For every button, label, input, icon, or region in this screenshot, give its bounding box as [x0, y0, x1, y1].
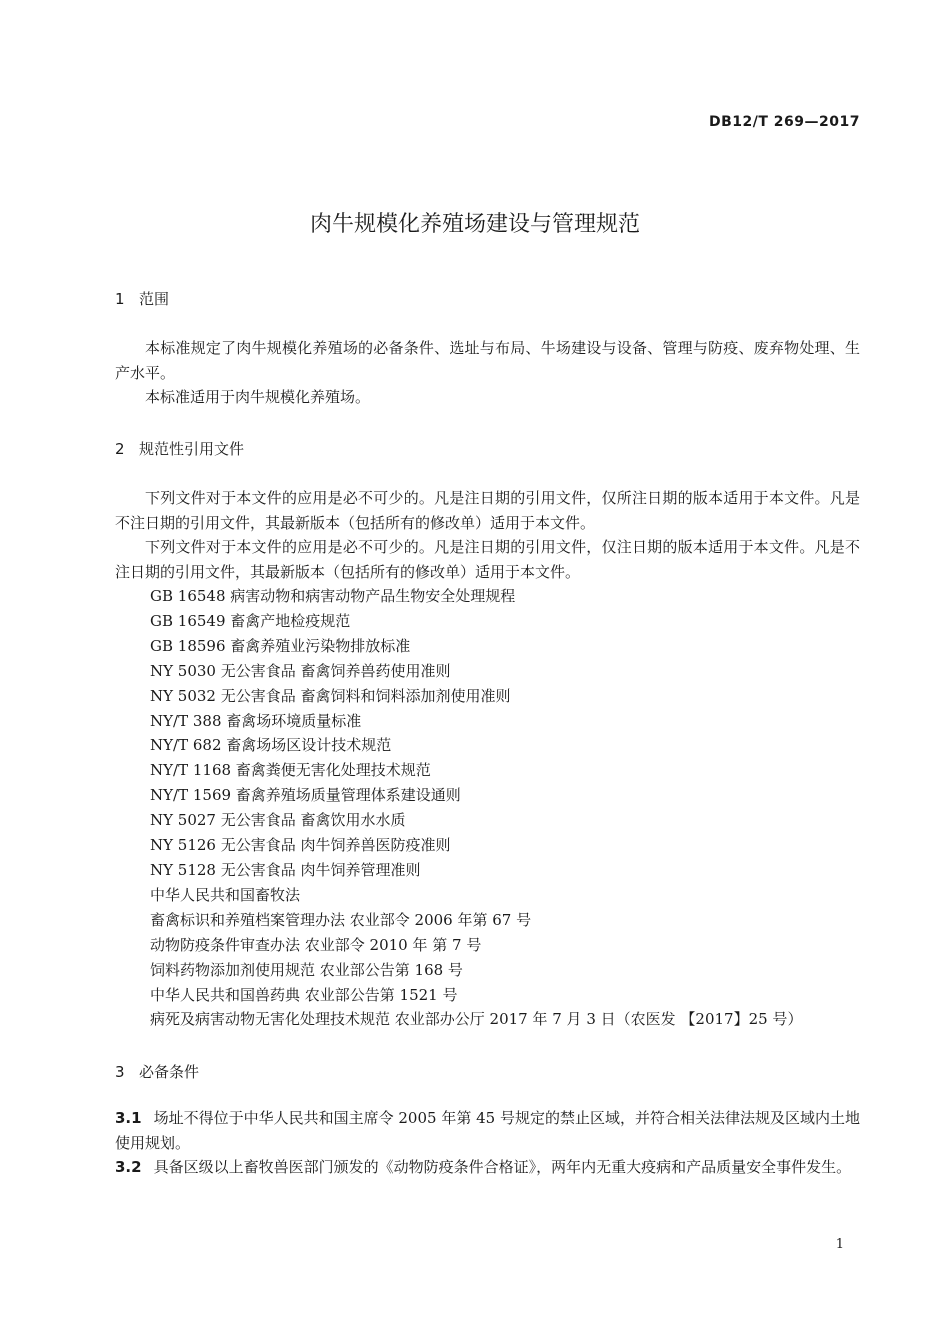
clause-3-1 [115, 1106, 860, 1155]
standard-code: DB12/T 269—2017 [709, 114, 860, 130]
section-title: 范围 [139, 290, 170, 308]
reference-item: GB 16549 畜禽产地检疫规范 [150, 611, 351, 630]
section-number: 3 [115, 1063, 125, 1081]
reference-item: NY/T 1168 畜禽粪便无害化处理技术规范 [150, 761, 431, 780]
reference-item: NY/T 388 畜禽场环境质量标准 [150, 711, 362, 730]
clause-number: 3.2 [115, 1158, 142, 1176]
section-1-paragraph-2: 本标准适用于肉牛规模化养殖场。 [145, 388, 371, 406]
reference-item: NY 5126 无公害食品 肉牛饲养兽医防疫准则 [150, 836, 451, 855]
section-3-heading [115, 1061, 199, 1082]
reference-item: 中华人民共和国兽药典 农业部公告第 1521 号 [150, 985, 458, 1004]
section-title: 必备条件 [139, 1063, 200, 1081]
section-number: 1 [115, 290, 125, 308]
page-number: 1 [835, 1237, 844, 1252]
section-1-paragraph-1: 本标准规定了肉牛规模化养殖场的必备条件、选址与布局、牛场建设与设备、管理与防疫、废弃物处理、生产水平。 [115, 339, 860, 382]
reference-item: NY 5128 无公害食品 肉牛饲养管理准则 [150, 860, 421, 879]
reference-item: GB 18596 畜禽养殖业污染物排放标准 [150, 636, 411, 655]
reference-list [150, 584, 870, 1032]
section-1-heading [115, 288, 169, 309]
reference-item: NY 5032 无公害食品 畜禽饲料和饲料添加剂使用准则 [150, 686, 511, 705]
reference-item: 饲料药物添加剂使用规范 农业部公告第 168 号 [150, 960, 463, 979]
reference-item: NY/T 1569 畜禽养殖场质量管理体系建设通则 [150, 786, 461, 805]
reference-item: 动物防疫条件审查办法 农业部令 2010 年 第 7 号 [150, 935, 482, 954]
document-title: 肉牛规模化养殖场建设与管理规范 [309, 212, 640, 237]
section-title: 规范性引用文件 [139, 440, 245, 458]
reference-item: GB 16548 病害动物和病害动物产品生物安全处理规程 [150, 587, 516, 605]
section-2-paragraph-1: 下列文件对于本文件的应用是必不可少的。凡是注日期的引用文件，仅所注日期的版本适用于本文件。凡是不注日期的引用文件，其最新版本（包括所有的修改单）适用于本文件。 [115, 489, 860, 532]
clause-number: 3.1 [115, 1109, 142, 1127]
clause-3-2 [115, 1155, 860, 1180]
section-2-paragraph-2: 下列文件对于本文件的应用是必不可少的。凡是注日期的引用文件，仅注日期的版本适用于本文件。凡是不注日期的引用文件，其最新版本（包括所有的修改单）适用于本文件。 [115, 538, 860, 581]
reference-item: 畜禽标识和养殖档案管理办法 农业部令 2006 年第 67 号 [150, 910, 532, 929]
reference-item: NY 5027 无公害食品 畜禽饮用水水质 [150, 811, 406, 830]
clause-text: 具备区级以上畜牧兽医部门颁发的《动物防疫条件合格证》，两年内无重大疫病和产品质量安全事件发生。 [153, 1158, 852, 1176]
reference-item: 病死及病害动物无害化处理技术规范 农业部办公厅 2017 年 7 月 3 日（农医发 【2017】25 号） [150, 1010, 803, 1029]
reference-item: NY/T 682 畜禽场场区设计技术规范 [150, 736, 392, 755]
section-number: 2 [115, 440, 125, 458]
reference-item: 中华人民共和国畜牧法 [150, 885, 301, 904]
clause-text: 场址不得位于中华人民共和国主席令 2005 年第 45 号规定的禁止区域，并符合相关法律法规及区域内土地使用规划。 [115, 1109, 860, 1152]
reference-item: NY 5030 无公害食品 畜禽饲养兽药使用准则 [150, 661, 451, 680]
section-2-heading [115, 438, 244, 459]
